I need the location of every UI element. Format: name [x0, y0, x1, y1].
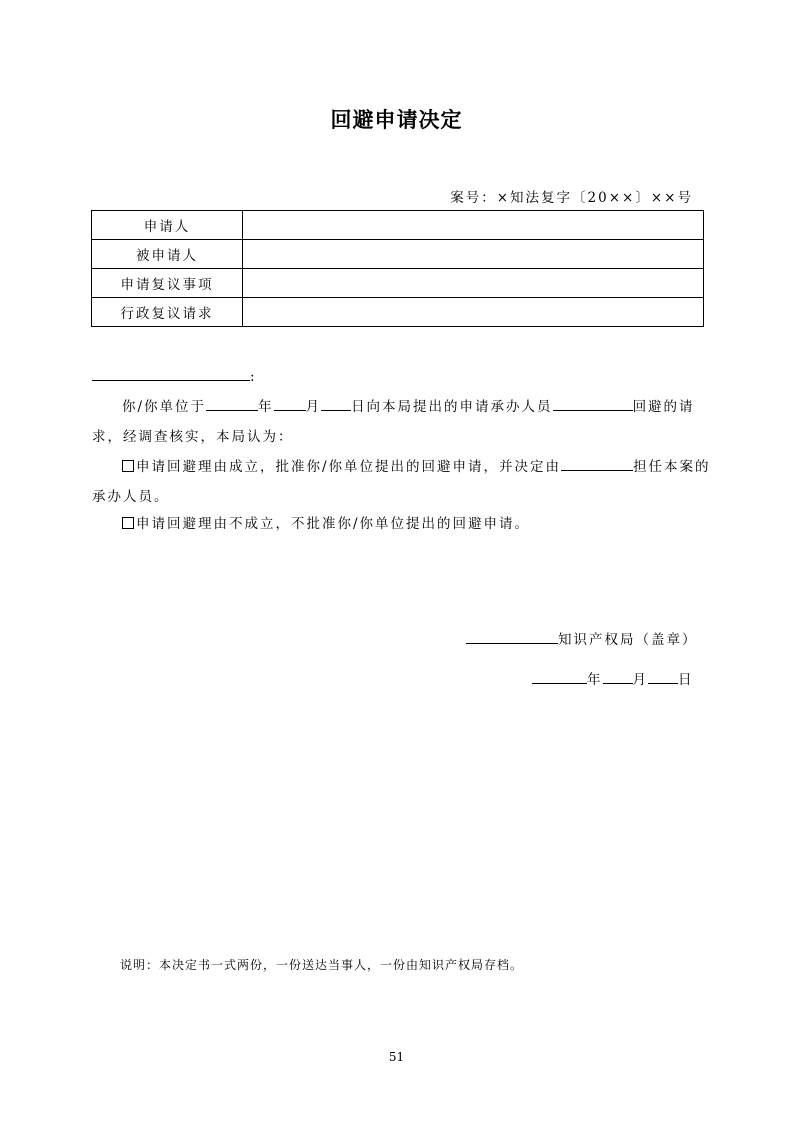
- signature-date-line: [532, 668, 694, 688]
- signature-org-line: [466, 628, 698, 648]
- sign-month-label: 月: [632, 672, 648, 688]
- option-2-text: 申请回避理由不成立，不批准你/你单位提出的回避申请。: [136, 516, 531, 532]
- paragraph-1-line-1: [122, 395, 695, 415]
- row-value-matter[interactable]: [243, 269, 704, 298]
- footnote: 说明：本决定书一式两份，一份送达当事人，一份由知识产权局存档。: [120, 958, 524, 972]
- staff-blank[interactable]: [553, 396, 633, 411]
- addressee-blank[interactable]: [92, 366, 250, 381]
- sign-year-blank[interactable]: [532, 669, 587, 684]
- row-label-applicant: 申请人: [92, 211, 243, 240]
- row-value-request[interactable]: [243, 298, 704, 327]
- table-row: [92, 240, 704, 269]
- addressee-line: [92, 366, 257, 385]
- option-1-checkbox[interactable]: [122, 460, 134, 472]
- sign-year-label: 年: [587, 672, 603, 688]
- option-2-checkbox[interactable]: [122, 517, 134, 529]
- row-label-matter: 申请复议事项: [92, 269, 243, 298]
- addressee-suffix: :: [250, 369, 257, 385]
- table-row: [92, 298, 704, 327]
- p1-day-text: 日向本局提出的申请承办人员: [351, 399, 553, 415]
- page-number: 51: [388, 1050, 405, 1064]
- month-blank[interactable]: [274, 396, 306, 411]
- option-1-text: 申请回避理由成立，批准你/你单位提出的回避申请，并决定由: [136, 459, 562, 475]
- table-row: [92, 269, 704, 298]
- paragraph-1-line-2: 求，经调查核实，本局认为：: [92, 429, 294, 445]
- row-label-request: 行政复议请求: [92, 298, 243, 327]
- org-blank[interactable]: [466, 629, 558, 644]
- option-1-line-1: [122, 455, 711, 475]
- sign-month-blank[interactable]: [603, 669, 633, 684]
- sign-day-label: 日: [678, 672, 694, 688]
- assignee-blank[interactable]: [561, 456, 633, 471]
- year-blank[interactable]: [206, 396, 258, 411]
- p1-text-start: 你/你单位于: [122, 399, 207, 415]
- sign-day-blank[interactable]: [648, 669, 678, 684]
- option-2-line: [122, 512, 530, 532]
- day-blank[interactable]: [321, 396, 351, 411]
- row-value-applicant[interactable]: [243, 211, 704, 240]
- signature-org: 知识产权局（盖章）: [558, 632, 698, 648]
- case-number: 案号：×知法复字〔20××〕××号: [450, 190, 693, 206]
- p1-month-label: 月: [305, 399, 322, 415]
- p1-text-end: 回避的请: [632, 399, 695, 415]
- option-1-line-2: 承办人员。: [92, 489, 170, 505]
- page-title: 回避申请决定: [330, 108, 463, 132]
- info-table: [91, 210, 704, 327]
- p1-year-label: 年: [258, 399, 274, 415]
- row-value-respondent[interactable]: [243, 240, 704, 269]
- row-label-respondent: 被申请人: [92, 240, 243, 269]
- option-1-text-end: 担任本案的: [633, 459, 711, 475]
- table-row: [92, 211, 704, 240]
